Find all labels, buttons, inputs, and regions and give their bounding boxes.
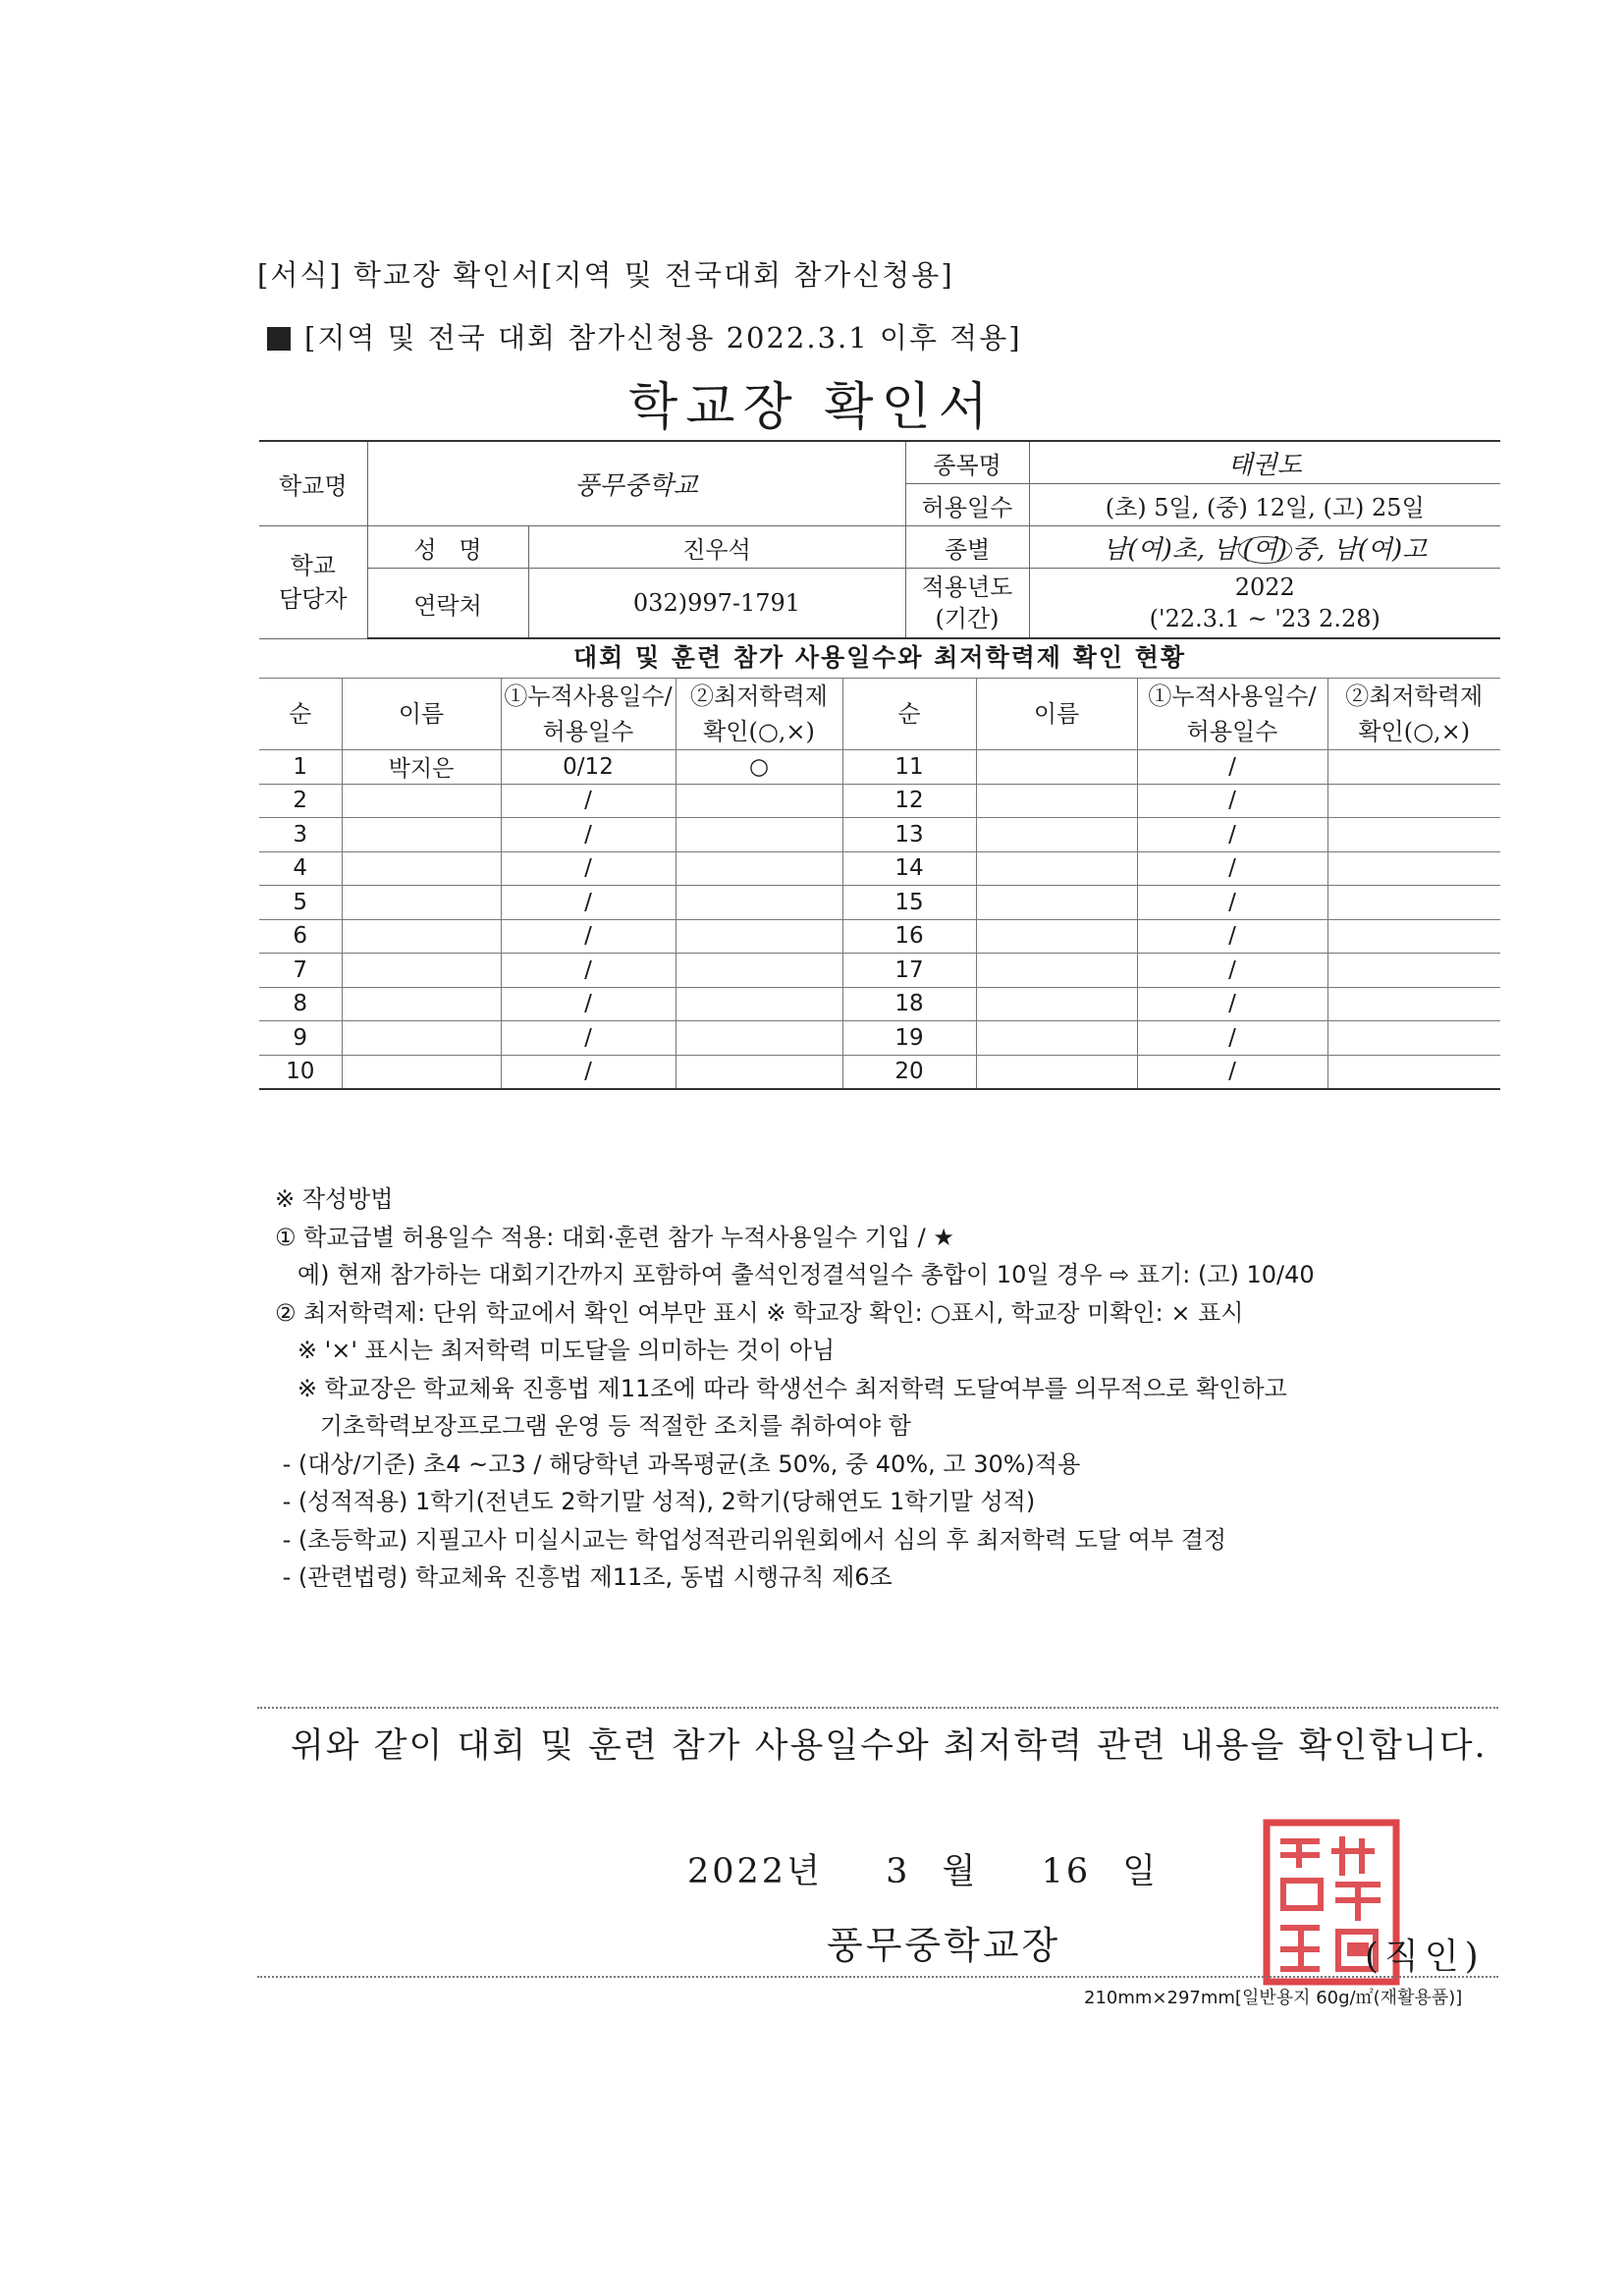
column-header: 순 bbox=[842, 679, 976, 750]
table-cell: 11 bbox=[842, 750, 976, 785]
table-cell: / bbox=[501, 1055, 676, 1089]
table-cell bbox=[1327, 886, 1500, 920]
guide-line: - (초등학교) 지필고사 미실시교는 학업성적관리위원회에서 심의 후 최저학력 도달 여부 결정 bbox=[275, 1525, 1227, 1554]
table-cell: ○ bbox=[676, 750, 842, 785]
table-cell bbox=[676, 851, 842, 886]
table-cell: 3 bbox=[259, 818, 342, 852]
table-cell: 16 bbox=[842, 919, 976, 954]
sport-label: 종목명 bbox=[905, 441, 1029, 484]
gender-part-1: 남(여)초, 남 bbox=[1103, 534, 1238, 565]
contact-value: 032)997-1791 bbox=[528, 569, 905, 639]
table-cell: 14 bbox=[842, 851, 976, 886]
table-cell: 10 bbox=[259, 1055, 342, 1089]
table-cell: 9 bbox=[259, 1021, 342, 1056]
table-cell bbox=[1327, 851, 1500, 886]
guide-line: - (관련법령) 학교체육 진흥법 제11조, 동법 시행규칙 제6조 bbox=[275, 1563, 893, 1591]
guide-line: 예) 현재 참가하는 대회기간까지 포함하여 출석인정결석일수 총합이 10일 경우 ⇨ 표기: (고) 10/40 bbox=[275, 1261, 1315, 1288]
table-cell: 2 bbox=[259, 784, 342, 818]
subtitle-line bbox=[267, 316, 1022, 356]
table-cell bbox=[1327, 750, 1500, 785]
column-header: ①누적사용일수/ 허용일수 bbox=[501, 679, 676, 750]
table-cell: 1 bbox=[259, 750, 342, 785]
participation-table bbox=[259, 678, 1500, 1090]
table-cell: 20 bbox=[842, 1055, 976, 1089]
table-cell: / bbox=[1137, 750, 1327, 785]
table-cell: 5 bbox=[259, 886, 342, 920]
table-cell bbox=[1327, 987, 1500, 1021]
table-cell: / bbox=[501, 1021, 676, 1056]
contact-label: 연락처 bbox=[367, 569, 528, 639]
table-cell: / bbox=[1137, 954, 1327, 988]
table-cell bbox=[976, 1055, 1137, 1089]
table-header-row bbox=[259, 679, 1500, 750]
table-row bbox=[259, 919, 1500, 954]
table-cell: / bbox=[501, 919, 676, 954]
writing-guide bbox=[275, 1180, 1522, 1597]
year-cell bbox=[1029, 569, 1500, 639]
square-bullet-icon bbox=[267, 327, 291, 351]
gender-label: 종별 bbox=[905, 526, 1029, 569]
page-title: 학교장 확인서 bbox=[628, 378, 996, 437]
gender-part-2: 중, 남(여)고 bbox=[1291, 534, 1428, 565]
table-cell bbox=[976, 954, 1137, 988]
table-row bbox=[259, 987, 1500, 1021]
table-cell bbox=[676, 987, 842, 1021]
table-cell: / bbox=[501, 987, 676, 1021]
table-cell: / bbox=[1137, 987, 1327, 1021]
name-label: 성 명 bbox=[367, 526, 528, 569]
table-cell: 박지은 bbox=[342, 750, 501, 785]
table-row bbox=[259, 851, 1500, 886]
days-label: 허용일수 bbox=[905, 484, 1029, 526]
form-type-line: [서식] 학교장 확인서[지역 및 전국대회 참가신청용] bbox=[257, 258, 954, 292]
info-table bbox=[259, 440, 1500, 639]
table-cell: / bbox=[1137, 919, 1327, 954]
table-cell bbox=[342, 818, 501, 852]
table-cell: 12 bbox=[842, 784, 976, 818]
table-cell bbox=[1327, 919, 1500, 954]
table-cell bbox=[976, 750, 1137, 785]
school-value: 풍무중학교 bbox=[367, 441, 905, 526]
table-cell bbox=[1327, 818, 1500, 852]
table-cell: 4 bbox=[259, 851, 342, 886]
table-cell: / bbox=[1137, 818, 1327, 852]
table-cell bbox=[976, 851, 1137, 886]
guide-line: ① 학교급별 허용일수 적용: 대회·훈련 참가 누적사용일수 기입 / ★ bbox=[275, 1223, 954, 1251]
table-cell bbox=[1327, 954, 1500, 988]
table-cell: 0/12 bbox=[501, 750, 676, 785]
table-cell bbox=[1327, 784, 1500, 818]
guide-line: - (대상/기준) 초4 ~고3 / 해당학년 과목평균(초 50%, 중 40%, 고 30%)적용 bbox=[275, 1449, 1081, 1478]
seal-label: (직인) bbox=[1365, 1937, 1485, 1977]
table-cell: 8 bbox=[259, 987, 342, 1021]
table-cell: 17 bbox=[842, 954, 976, 988]
table-cell: / bbox=[501, 784, 676, 818]
table-cell bbox=[976, 1021, 1137, 1056]
column-header: ①누적사용일수/ 허용일수 bbox=[1137, 679, 1327, 750]
subtitle-text: [지역 및 전국 대회 참가신청용 2022.3.1 이후 적용] bbox=[304, 321, 1022, 355]
days-value: (초) 5일, (중) 12일, (고) 25일 bbox=[1029, 484, 1500, 526]
guide-line: ※ 학교장은 학교체육 진흥법 제11조에 따라 학생선수 최저학력 도달여부를 의무적으로 확인하고 bbox=[275, 1374, 1287, 1402]
table-row bbox=[259, 1055, 1500, 1089]
table-cell bbox=[676, 954, 842, 988]
table-cell: / bbox=[1137, 1021, 1327, 1056]
year-value: 2022 bbox=[1234, 574, 1295, 601]
column-header: 순 bbox=[259, 679, 342, 750]
divider-top bbox=[257, 1707, 1498, 1709]
table-cell bbox=[342, 851, 501, 886]
period-value: ('22.3.1 ~ '23 2.28) bbox=[1149, 605, 1380, 632]
table-cell bbox=[1327, 1021, 1500, 1056]
table-cell: / bbox=[1137, 886, 1327, 920]
table-cell: 13 bbox=[842, 818, 976, 852]
table-cell bbox=[676, 919, 842, 954]
table-cell: 7 bbox=[259, 954, 342, 988]
table-row bbox=[259, 886, 1500, 920]
column-header: 이름 bbox=[342, 679, 501, 750]
table-cell bbox=[676, 886, 842, 920]
table-cell: / bbox=[1137, 851, 1327, 886]
table-cell bbox=[976, 987, 1137, 1021]
column-header: ②최저학력제 확인(○,×) bbox=[1327, 679, 1500, 750]
principal-name: 풍무중학교장 bbox=[827, 1924, 1061, 1967]
table-cell bbox=[342, 1055, 501, 1089]
column-header: ②최저학력제 확인(○,×) bbox=[676, 679, 842, 750]
table-cell: 15 bbox=[842, 886, 976, 920]
table-cell bbox=[676, 818, 842, 852]
section-title: 대회 및 훈련 참가 사용일수와 최저학력제 확인 현황 bbox=[572, 643, 1187, 672]
column-header: 이름 bbox=[976, 679, 1137, 750]
table-cell: 19 bbox=[842, 1021, 976, 1056]
table-row bbox=[259, 818, 1500, 852]
confirmation-text: 위와 같이 대회 및 훈련 참가 사용일수와 최저학력 관련 내용을 확인합니다. bbox=[291, 1726, 1488, 1766]
table-cell bbox=[976, 886, 1137, 920]
gender-circled: (여) bbox=[1238, 536, 1292, 564]
year-label: 적용년도 (기간) bbox=[905, 569, 1029, 639]
table-row bbox=[259, 750, 1500, 785]
table-cell bbox=[676, 784, 842, 818]
school-label: 학교명 bbox=[259, 441, 367, 526]
table-cell bbox=[342, 784, 501, 818]
table-cell bbox=[676, 1021, 842, 1056]
table-cell: / bbox=[1137, 1055, 1327, 1089]
guide-line: ② 최저학력제: 단위 학교에서 확인 여부만 표시 ※ 학교장 확인: ○표시, 학교장 미확인: × 표시 bbox=[275, 1298, 1244, 1327]
guide-line: 기초학력보장프로그램 운영 등 적절한 조치를 취하여야 함 bbox=[275, 1412, 911, 1440]
table-cell bbox=[1327, 1055, 1500, 1089]
guide-line: ※ '×' 표시는 최저학력 미도달을 의미하는 것이 아님 bbox=[275, 1337, 836, 1364]
table-cell bbox=[342, 919, 501, 954]
guide-line: - (성적적용) 1학기(전년도 2학기말 성적), 2학기(당해연도 1학기말 성적) bbox=[275, 1488, 1036, 1515]
table-row bbox=[259, 784, 1500, 818]
table-row bbox=[259, 954, 1500, 988]
table-cell bbox=[342, 1021, 501, 1056]
table-cell: / bbox=[501, 954, 676, 988]
table-cell bbox=[976, 919, 1137, 954]
table-cell: 6 bbox=[259, 919, 342, 954]
table-cell bbox=[342, 954, 501, 988]
table-cell: / bbox=[501, 818, 676, 852]
table-cell bbox=[342, 886, 501, 920]
gender-value bbox=[1029, 526, 1500, 569]
table-cell bbox=[342, 987, 501, 1021]
manager-label: 학교 담당자 bbox=[259, 526, 367, 639]
sport-value: 태권도 bbox=[1029, 441, 1500, 484]
table-cell: / bbox=[1137, 784, 1327, 818]
table-row bbox=[259, 1021, 1500, 1056]
table-cell: / bbox=[501, 886, 676, 920]
issue-date: 2022년 3 월 16 일 bbox=[687, 1852, 1160, 1891]
paper-spec-footer: 210mm×297mm[일반용지 60g/㎡(재활용품)] bbox=[1084, 1988, 1463, 2008]
table-cell bbox=[976, 818, 1137, 852]
table-cell: 18 bbox=[842, 987, 976, 1021]
table-cell bbox=[976, 784, 1137, 818]
name-value: 진우석 bbox=[528, 526, 905, 569]
table-cell bbox=[676, 1055, 842, 1089]
table-cell: / bbox=[501, 851, 676, 886]
divider-bottom bbox=[257, 1976, 1498, 1978]
guide-line: ※ 작성방법 bbox=[275, 1185, 394, 1213]
